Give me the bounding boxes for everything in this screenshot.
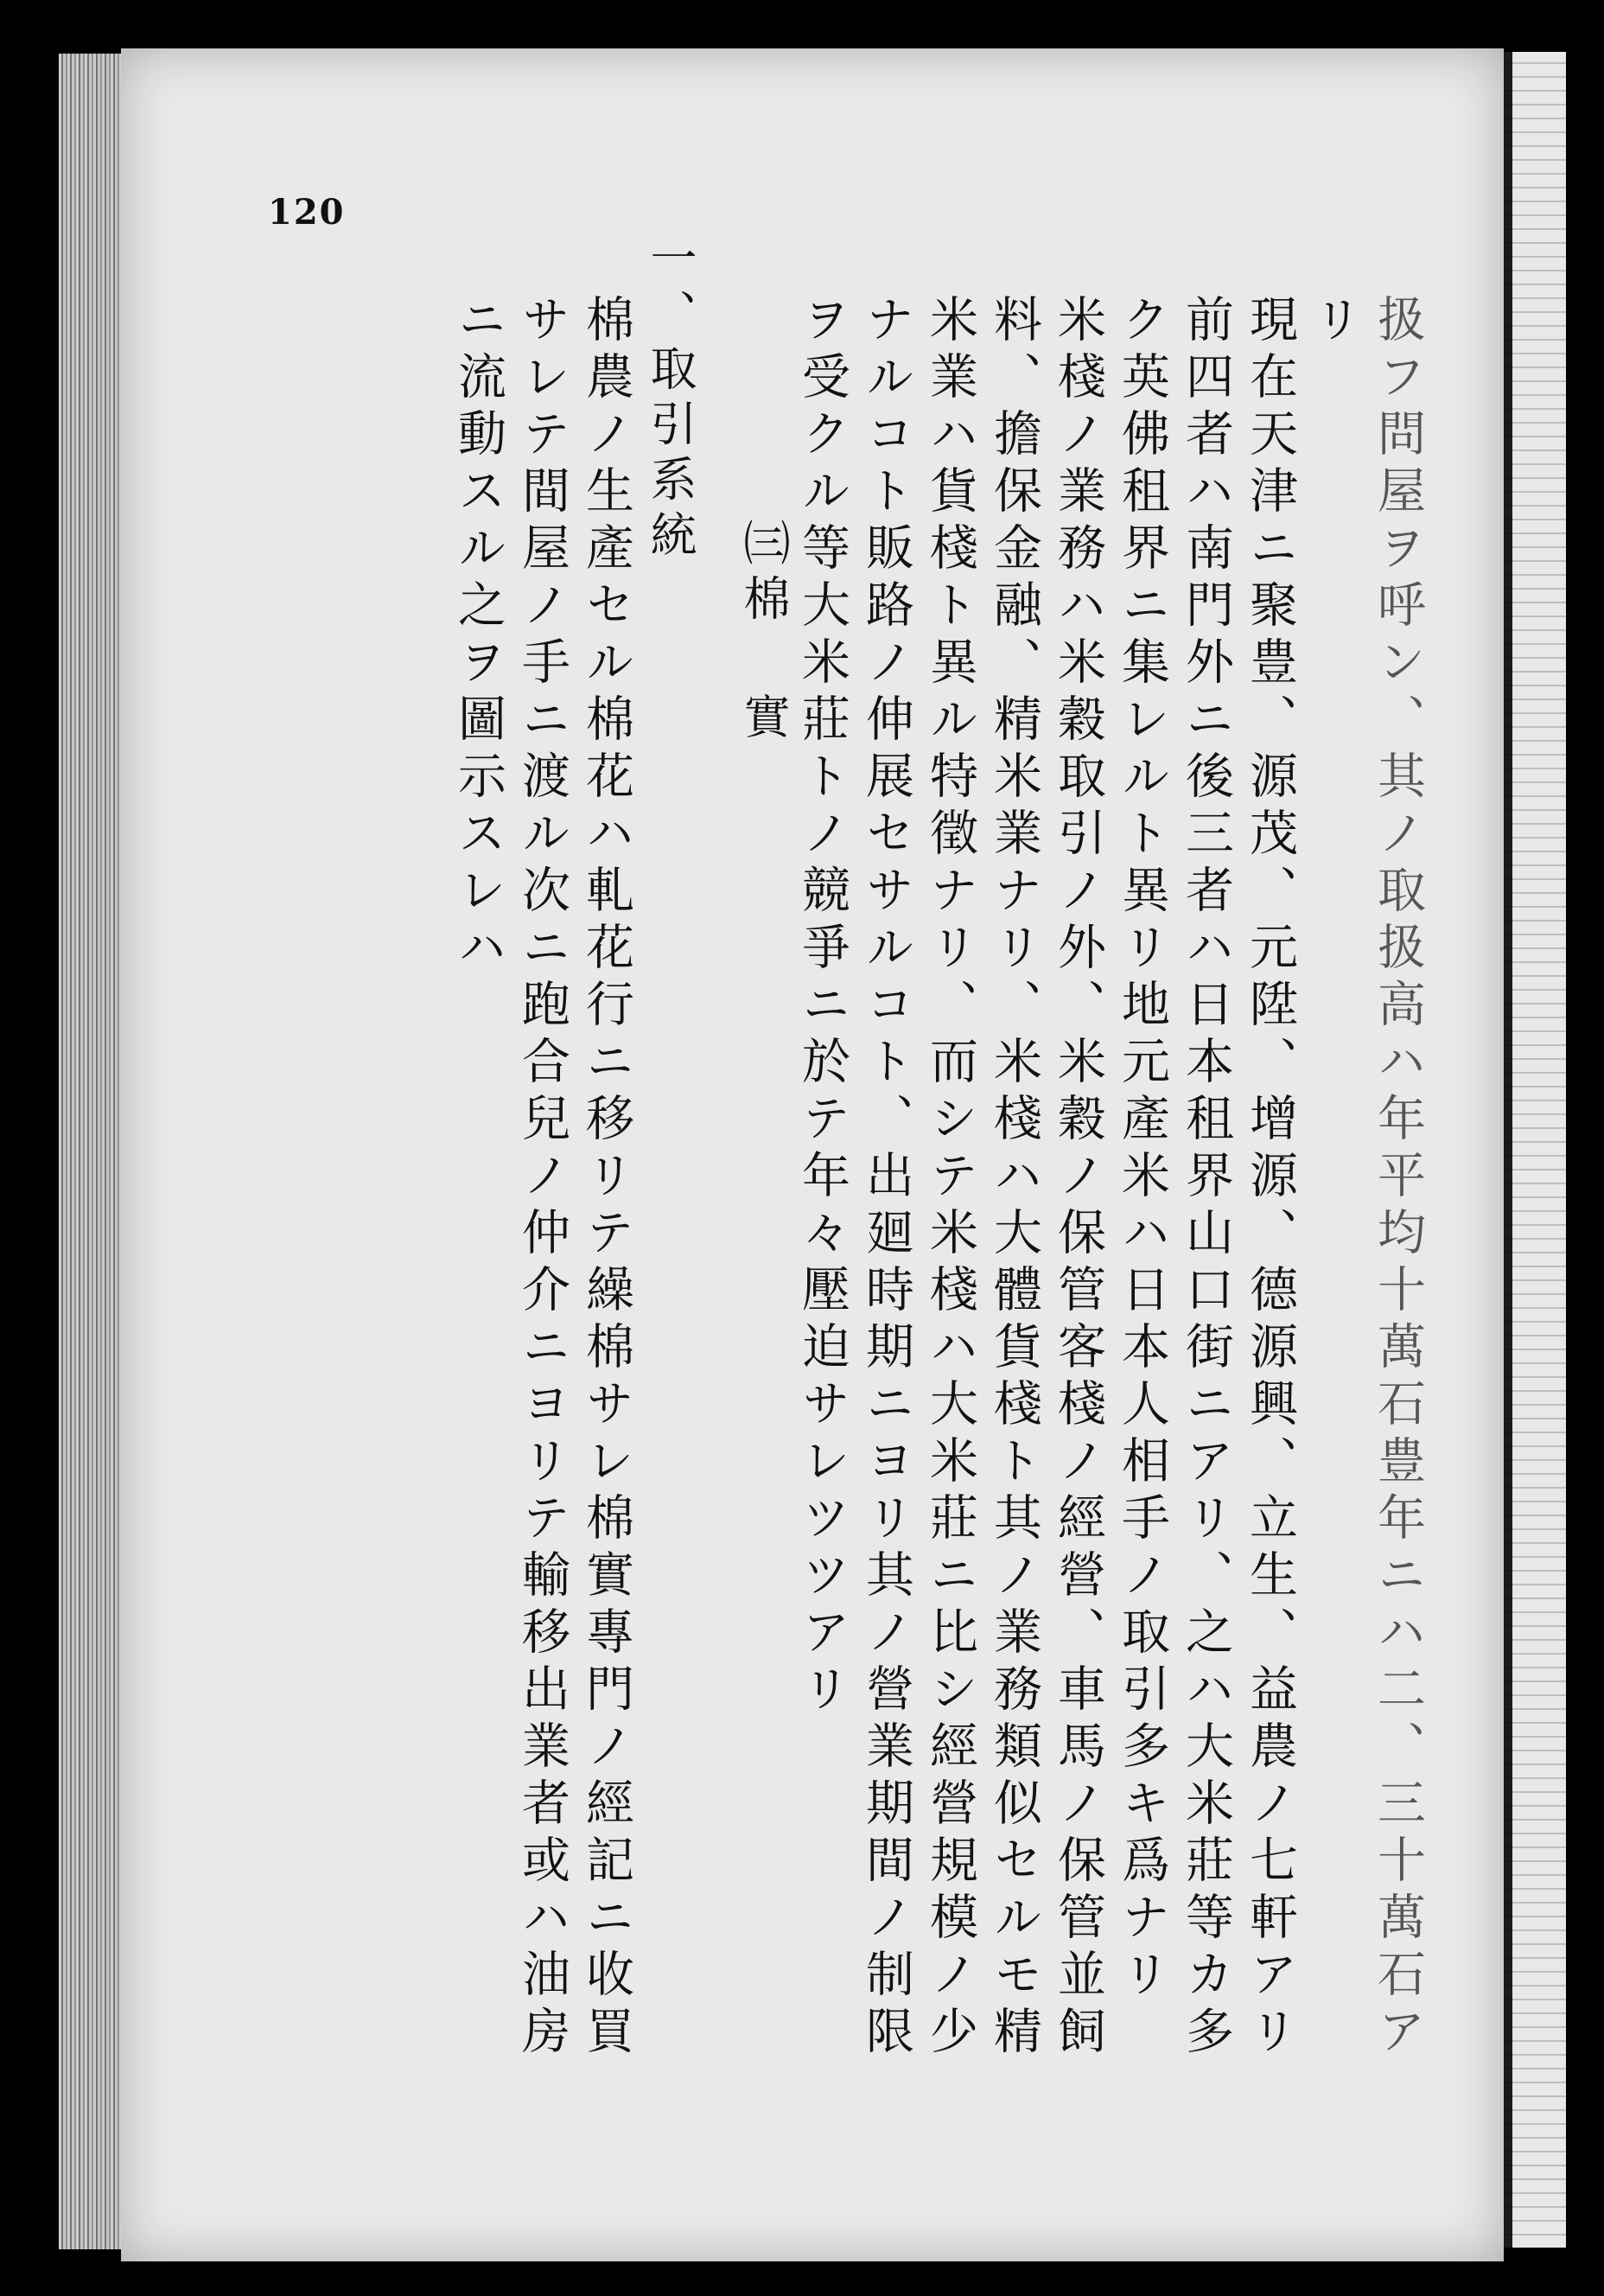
text-column: ニ流動スル之ヲ圖示スレハ bbox=[450, 294, 506, 979]
text-column: 前四者ハ南門外ニ後三者ハ日本租界山口街ニアリ、之ハ大米莊等カ多 bbox=[1178, 294, 1234, 2063]
section-heading: 一、取引系統 bbox=[643, 233, 697, 565]
text-column: ヲ受クル等大米莊トノ競爭ニ於テ年々壓迫サレツツアリ bbox=[794, 294, 850, 1720]
text-column: 現在天津ニ聚豊、源茂、元陞、增源、德源興、立生、益農ノ七軒アリ bbox=[1242, 294, 1298, 2063]
text-column: ナルコト販路ノ伸展セサルコト、出廻時期ニヨリ其ノ營業期間ノ制限 bbox=[858, 294, 914, 2063]
text-column: 米棧ノ業務ハ米穀取引ノ外、米穀ノ保管客棧ノ經營、車馬ノ保管並飼 bbox=[1050, 294, 1106, 2063]
text-column: 扱フ問屋ヲ呼ン、其ノ取扱高ハ年平均十萬石豊年ニハ二、三十萬石ア bbox=[1370, 294, 1426, 2063]
page-number: 120 bbox=[268, 192, 346, 233]
section-heading: ㈢棉 實 bbox=[736, 519, 791, 748]
text-column: サレテ間屋ノ手ニ渡ル次ニ跑合兒ノ仲介ニヨリテ輸移出業者或ハ油房 bbox=[514, 294, 570, 2063]
text-column: 料、擔保金融、精米業ナリ、米棧ハ大體貨棧ト其ノ業務類似セルモ精 bbox=[986, 294, 1042, 2063]
text-column: リ bbox=[1306, 294, 1362, 351]
text-column: ク英佛租界ニ集レルト異リ地元產米ハ日本人相手ノ取引多キ爲ナリ bbox=[1114, 294, 1170, 2006]
text-column: 棉農ノ生產セル棉花ハ軋花行ニ移リテ繰棉サレ棉實專門ノ經記ニ收買 bbox=[578, 294, 634, 2063]
text-column: 米業ハ貨棧ト異ル特徵ナリ、而シテ米棧ハ大米莊ニ比シ經營規模ノ少 bbox=[922, 294, 978, 2063]
facing-page-edge bbox=[1504, 52, 1566, 2248]
